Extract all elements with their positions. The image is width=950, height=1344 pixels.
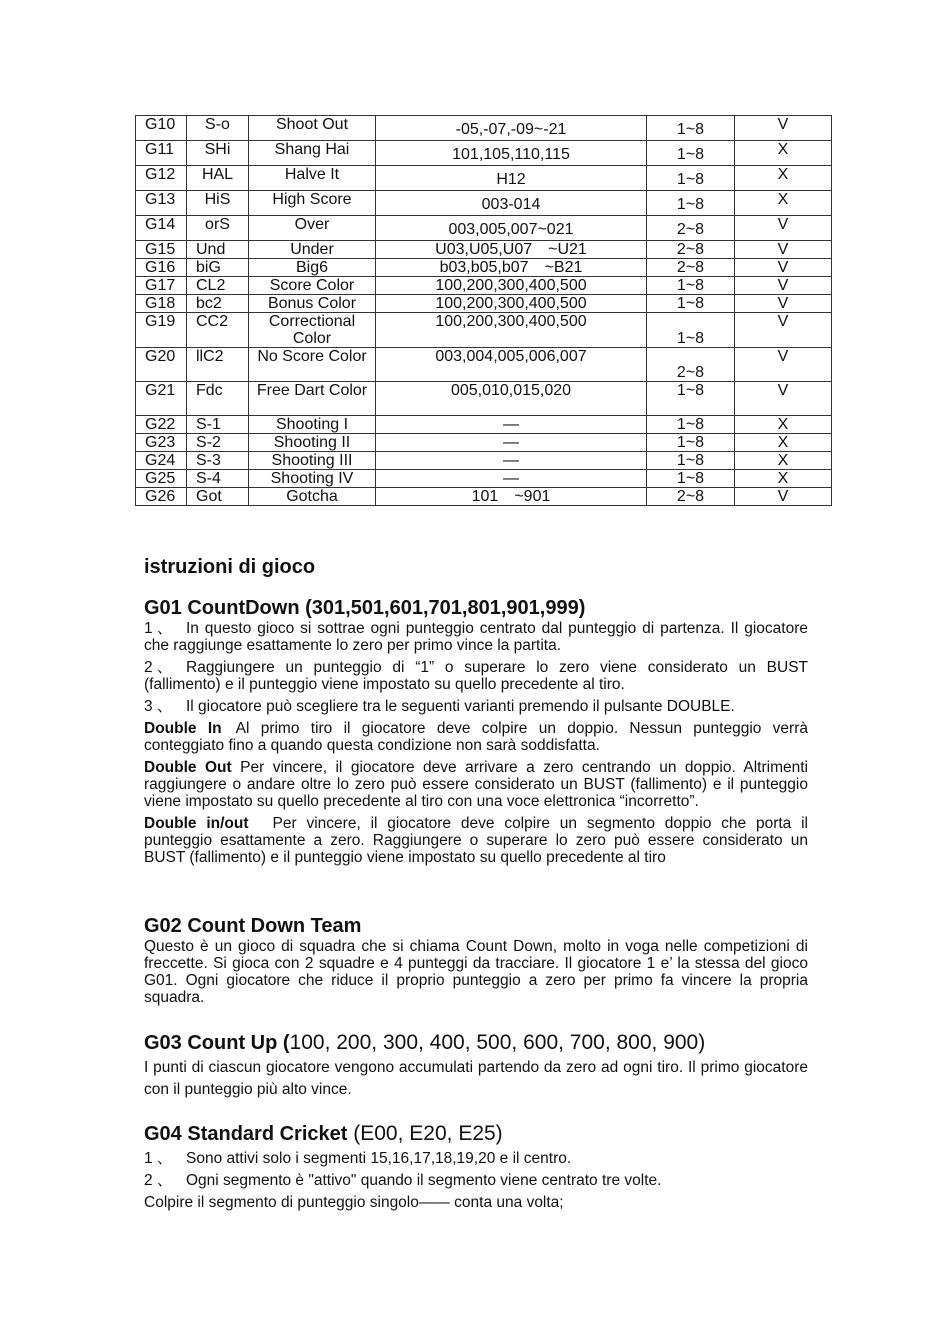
game-players-cell: 1~8 [647, 141, 735, 166]
game-flag-cell: V [735, 295, 832, 313]
game-code-cell: G24 [136, 452, 187, 470]
game-players-cell: 1~8 [647, 416, 735, 434]
game-table [135, 115, 832, 506]
game-flag-cell: X [735, 166, 832, 191]
table-row [136, 348, 832, 382]
game-players-cell: 2~8 [647, 259, 735, 277]
table-row [136, 241, 832, 259]
game-players-cell: 1~8 [647, 452, 735, 470]
game-name-cell: Halve It [249, 166, 376, 191]
game-values-cell: — [376, 470, 647, 488]
game-abbr-cell: S-3 [187, 452, 249, 470]
game-code-cell: G16 [136, 259, 187, 277]
game-code-cell: G15 [136, 241, 187, 259]
game-abbr-cell: orS [187, 216, 249, 241]
game-name-cell: Correctional Color [249, 313, 376, 348]
table-row [136, 277, 832, 295]
game-flag-cell: V [735, 116, 832, 141]
table-row [136, 216, 832, 241]
game-flag-cell: V [735, 488, 832, 506]
game-code-cell: G26 [136, 488, 187, 506]
game-abbr-cell: Fdc [187, 382, 249, 416]
game-flag-cell: V [735, 277, 832, 295]
game-values-cell: 101,105,110,115 [376, 141, 647, 166]
game-name-cell: Shooting III [249, 452, 376, 470]
g04-title: G04 Standard Cricket (E00, E20, E25) [144, 1122, 503, 1145]
game-values-cell: — [376, 452, 647, 470]
game-name-cell: Shooting I [249, 416, 376, 434]
game-flag-cell: V [735, 216, 832, 241]
game-values-cell: -05,-07,-09~-21 [376, 116, 647, 141]
game-code-cell: G22 [136, 416, 187, 434]
game-name-cell: Shooting IV [249, 470, 376, 488]
game-code-cell: G11 [136, 141, 187, 166]
game-name-cell: High Score [249, 191, 376, 216]
g02-text: Questo è un gioco di squadra che si chiama Count Down, molto in voga nelle competizioni di freccette. Si gioca con 2 squadre e 4 punteggi da tracciare. Il giocatore 1 e’ la stessa del gioco G01. Ogni giocatore che riduce il proprio punteggio a zero per primo fa vincere la propria squadra. [144, 938, 808, 1006]
game-name-cell: No Score Color [249, 348, 376, 382]
game-values-cell: 100,200,300,400,500 [376, 295, 647, 313]
game-values-cell: 003,005,007~021 [376, 216, 647, 241]
game-values-cell: 100,200,300,400,500 [376, 277, 647, 295]
game-players-cell: 2~8 [647, 348, 735, 382]
g03-text: I punti di ciascun giocatore vengono accumulati partendo da zero ad ogni tiro. Il primo giocatore con il punteggio più alto vince. [144, 1059, 808, 1098]
game-abbr-cell: biG [187, 259, 249, 277]
game-players-cell: 1~8 [647, 470, 735, 488]
game-abbr-cell: Got [187, 488, 249, 506]
game-abbr-cell: HAL [187, 166, 249, 191]
game-code-cell: G14 [136, 216, 187, 241]
g03-title: G03 Count Up (100, 200, 300, 400, 500, 600, 700, 800, 900) [144, 1031, 706, 1054]
game-abbr-cell: bc2 [187, 295, 249, 313]
table-row [136, 295, 832, 313]
g01-double-inout: Double in/out Per vincere, il giocatore deve colpire un segmento doppio che porta il punteggio esattamente a zero. Raggiungere o superare lo zero può essere considerato un BUST (fallimento) e il punteggio viene impostato su quello precedente al tiro [144, 815, 808, 866]
game-abbr-cell: S-o [187, 116, 249, 141]
g04-point-1: 1 、 Sono attivi solo i segmenti 15,16,17,18,19,20 e il centro. [144, 1150, 572, 1167]
game-name-cell: Shooting II [249, 434, 376, 452]
game-code-cell: G20 [136, 348, 187, 382]
game-code-cell: G17 [136, 277, 187, 295]
game-flag-cell: X [735, 416, 832, 434]
game-players-cell: 1~8 [647, 191, 735, 216]
game-flag-cell: V [735, 241, 832, 259]
game-code-cell: G12 [136, 166, 187, 191]
table-row [136, 259, 832, 277]
g04-point-3: Colpire il segmento di punteggio singolo—— conta una volta; [144, 1194, 564, 1211]
game-values-cell: 003-014 [376, 191, 647, 216]
game-abbr-cell: SHi [187, 141, 249, 166]
game-values-cell: 101 ~901 [376, 488, 647, 506]
g01-point-1: 1 、 In questo gioco si sottrae ogni punteggio centrato dal punteggio di partenza. Il giocatore che raggiunge esattamente lo zero per primo vince la partita. [144, 620, 808, 654]
game-values-cell: H12 [376, 166, 647, 191]
g03-section [144, 1031, 808, 1101]
game-flag-cell: V [735, 348, 832, 382]
table-row [136, 416, 832, 434]
game-name-cell: Score Color [249, 277, 376, 295]
table-row [136, 166, 832, 191]
game-name-cell: Shang Hai [249, 141, 376, 166]
g01-point-2: 2 、 Raggiungere un punteggio di “1” o superare lo zero viene considerato un BUST (fallimento) e il punteggio viene impostato su quello precedente al tiro. [144, 659, 808, 693]
game-code-cell: G25 [136, 470, 187, 488]
table-row [136, 434, 832, 452]
game-flag-cell: V [735, 382, 832, 416]
game-flag-cell: X [735, 191, 832, 216]
game-values-cell: U03,U05,U07 ~U21 [376, 241, 647, 259]
game-players-cell: 1~8 [647, 313, 735, 348]
game-code-cell: G13 [136, 191, 187, 216]
game-flag-cell: V [735, 259, 832, 277]
game-code-cell: G18 [136, 295, 187, 313]
game-flag-cell: X [735, 452, 832, 470]
game-abbr-cell: llC2 [187, 348, 249, 382]
game-name-cell: Bonus Color [249, 295, 376, 313]
table-row [136, 452, 832, 470]
g04-section [144, 1122, 808, 1214]
g02-title: G02 Count Down Team [144, 915, 362, 937]
game-values-cell: 003,004,005,006,007 [376, 348, 647, 382]
game-values-cell: — [376, 416, 647, 434]
table-row [136, 116, 832, 141]
game-abbr-cell: S-2 [187, 434, 249, 452]
game-players-cell: 2~8 [647, 216, 735, 241]
game-flag-cell: X [735, 434, 832, 452]
game-players-cell: 1~8 [647, 295, 735, 313]
g04-point-2: 2 、 Ogni segmento è "attivo" quando il segmento viene centrato tre volte. [144, 1172, 662, 1189]
game-players-cell: 1~8 [647, 166, 735, 191]
game-flag-cell: X [735, 470, 832, 488]
g01-double-in: Double In Al primo tiro il giocatore deve colpire un doppio. Nessun punteggio verrà conteggiato fino a quando questa condizione non sarà soddisfatta. [144, 720, 808, 754]
game-abbr-cell: Und [187, 241, 249, 259]
game-flag-cell: X [735, 141, 832, 166]
g01-point-3: 3 、 Il giocatore può scegliere tra le seguenti varianti premendo il pulsante DOUBLE. [144, 698, 735, 715]
game-code-cell: G19 [136, 313, 187, 348]
game-code-cell: G23 [136, 434, 187, 452]
section-title: istruzioni di gioco [144, 556, 316, 578]
game-name-cell: Gotcha [249, 488, 376, 506]
game-abbr-cell: S-1 [187, 416, 249, 434]
g02-section [144, 914, 808, 1006]
g01-double-out: Double Out Per vincere, il giocatore deve arrivare a zero centrando un doppio. Altrimenti raggiungere o andare oltre lo zero può essere considerato un BUST (fallimento) e il punteggio viene impostato su quello precedente al tiro con una voce elettronica “incorretto”. [144, 759, 808, 810]
game-name-cell: Big6 [249, 259, 376, 277]
table-row [136, 313, 832, 348]
game-players-cell: 1~8 [647, 116, 735, 141]
game-players-cell: 2~8 [647, 241, 735, 259]
table-row [136, 488, 832, 506]
game-players-cell: 1~8 [647, 434, 735, 452]
game-flag-cell: V [735, 313, 832, 348]
game-name-cell: Under [249, 241, 376, 259]
game-players-cell: 1~8 [647, 277, 735, 295]
game-values-cell: b03,b05,b07 ~B21 [376, 259, 647, 277]
game-players-cell: 2~8 [647, 488, 735, 506]
table-row [136, 382, 832, 416]
table-row [136, 191, 832, 216]
game-abbr-cell: HiS [187, 191, 249, 216]
game-values-cell: — [376, 434, 647, 452]
game-name-cell: Shoot Out [249, 116, 376, 141]
game-name-cell: Free Dart Color [249, 382, 376, 416]
table-row [136, 141, 832, 166]
game-values-cell: 100,200,300,400,500 [376, 313, 647, 348]
g01-section [144, 596, 808, 866]
game-name-cell: Over [249, 216, 376, 241]
game-values-cell: 005,010,015,020 [376, 382, 647, 416]
g01-title: G01 CountDown (301,501,601,701,801,901,999) [144, 597, 586, 619]
game-abbr-cell: S-4 [187, 470, 249, 488]
game-code-cell: G10 [136, 116, 187, 141]
game-abbr-cell: CC2 [187, 313, 249, 348]
game-players-cell: 1~8 [647, 382, 735, 416]
game-abbr-cell: CL2 [187, 277, 249, 295]
game-code-cell: G21 [136, 382, 187, 416]
table-row [136, 470, 832, 488]
